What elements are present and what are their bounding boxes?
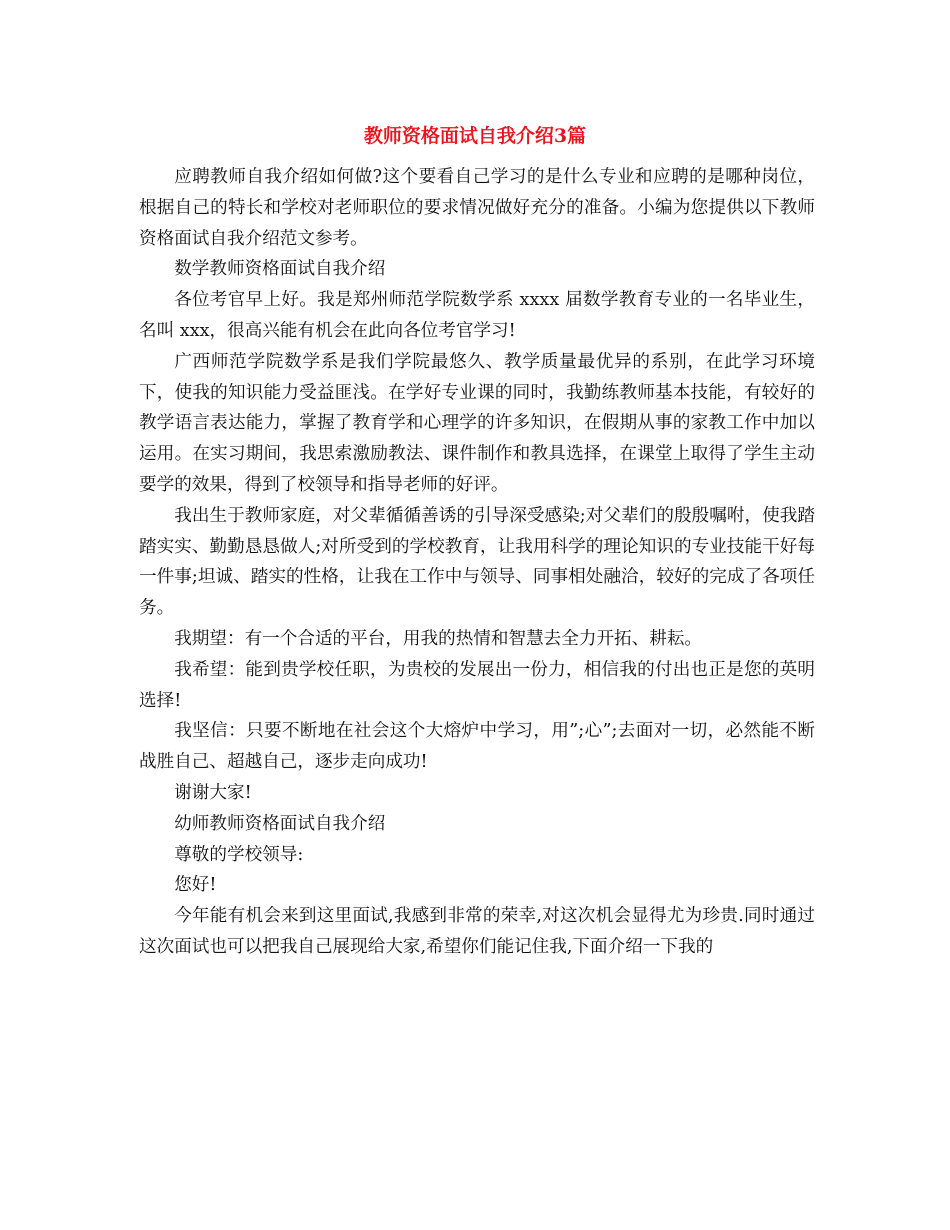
background-paragraph: 广西师范学院数学系是我们学院最悠久、教学质量最优异的系别，在此学习环境下，使我的知识能力受益匪浅。在学好专业课的同时，我勤练教师基本技能，有较好的教学语言表达能力，掌握了教育学和心理学的许多知识，在假期从事的家教工作中加以运用。在实习期间，我思索激励教法、课件制作和教具选择，在课堂上取得了学生主动要学的效果，得到了校领导和指导老师的好评。 bbox=[139, 351, 815, 495]
document-title: 教师资格面试自我介绍3篇 bbox=[363, 125, 587, 147]
interview-paragraph: 今年能有机会来到这里面试,我感到非常的荣幸,对这次机会显得尤为珍贵.同时通过这次面试也可以把我自己展现给大家,希望你们能记住我,下面介绍一下我的 bbox=[139, 906, 815, 957]
hope-paragraph: 我希望：能到贵学校任职，为贵校的发展出一份力，相信我的付出也正是您的英明选择! bbox=[139, 659, 815, 711]
section-heading-math: 数学教师资格面试自我介绍 bbox=[174, 259, 386, 280]
thanks-paragraph: 谢谢大家! bbox=[174, 782, 252, 803]
expectation-paragraph: 我期望：有一个合适的平台，用我的热情和智慧去全力开拓、耕耘。 bbox=[174, 628, 703, 649]
greeting-paragraph: 各位考官早上好。我是郑州师范学院数学系 xxxx 届数学教育专业的一名毕业生，名叫 xxx，很高兴能有机会在此向各位考官学习! bbox=[139, 290, 815, 341]
family-paragraph: 我出生于教师家庭，对父辈循循善诱的引导深受感染;对父辈们的殷殷嘱咐，使我踏踏实实、勤勤恳恳做人;对所受到的学校教育，让我用科学的理论知识的专业技能干好每一件事;坦诚、踏实的性格，让我在工作中与领导、同事相处融洽，较好的完成了各项任务。 bbox=[139, 505, 815, 619]
section-heading-preschool: 幼师教师资格面试自我介绍 bbox=[174, 813, 386, 834]
belief-paragraph: 我坚信：只要不断地在社会这个大熔炉中学习，用”;心”;去面对一切，必然能不断战胜自己、超越自己，逐步走向成功! bbox=[139, 721, 815, 773]
hello-paragraph: 您好! bbox=[174, 875, 217, 896]
salutation-paragraph: 尊敬的学校领导: bbox=[174, 844, 304, 865]
document-body bbox=[139, 162, 815, 963]
intro-paragraph: 应聘教师自我介绍如何做?这个要看自己学习的是什么专业和应聘的是哪种岗位，根据自己的特长和学校对老师职位的要求情况做好充分的准备。小编为您提供以下教师资格面试自我介绍范文参考。 bbox=[139, 167, 815, 249]
